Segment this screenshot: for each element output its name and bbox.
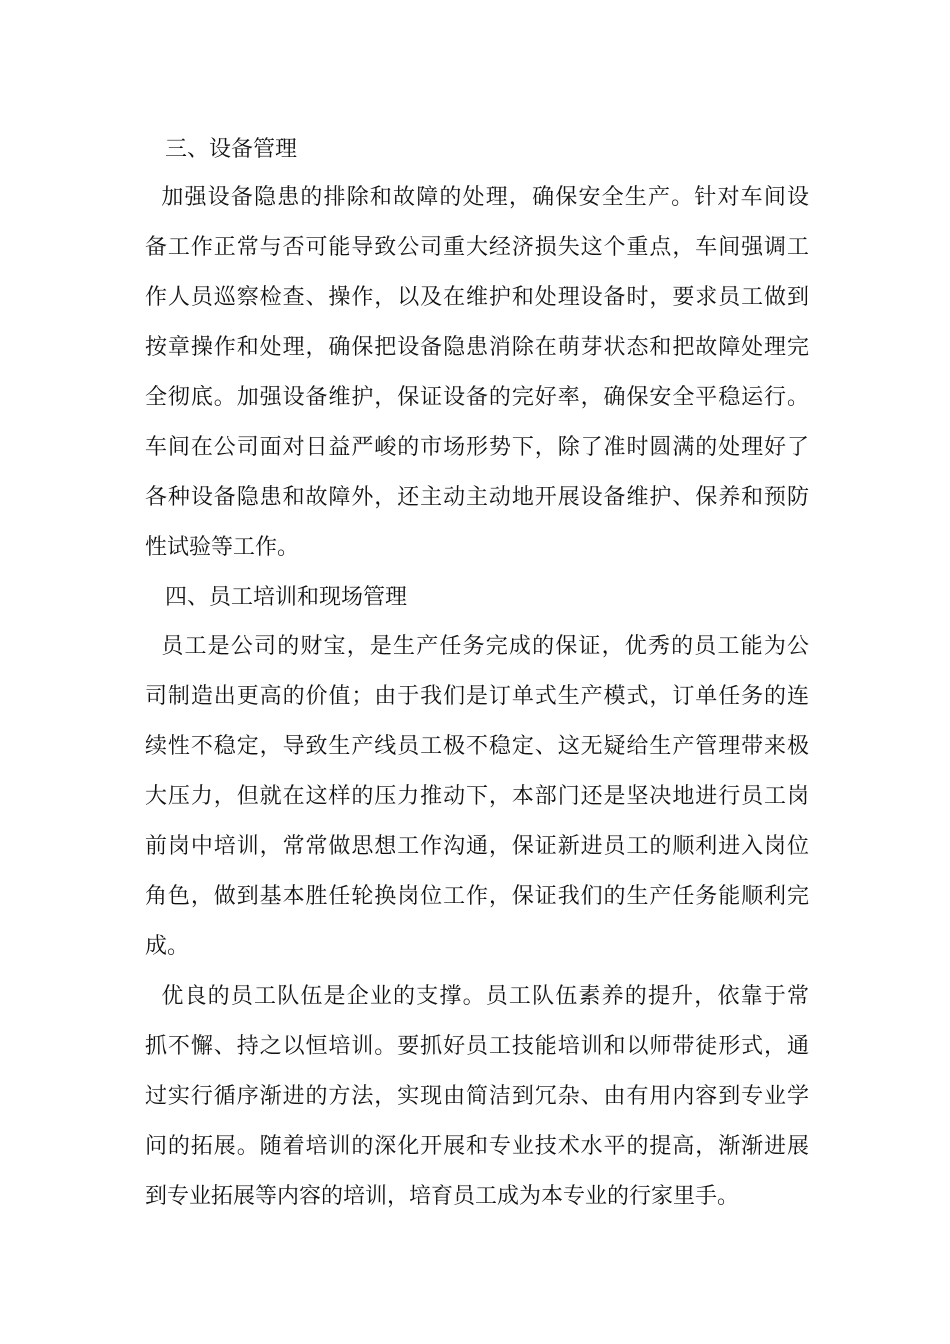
text-line: 司制造出更高的价值；由于我们是订单式生产模式，订单任务的连 bbox=[145, 684, 809, 709]
text-line: 加强设备隐患的排除和故障的处理，确保安全生产。针对车间设 bbox=[145, 185, 809, 210]
text-line: 过实行循序渐进的方法，实现由简洁到冗杂、由有用内容到专业学 bbox=[145, 1084, 809, 1109]
text-line: 大压力，但就在这样的压力推动下，本部门还是坚决地进行员工岗 bbox=[145, 784, 809, 809]
text-line: 按章操作和处理，确保把设备隐患消除在萌芽状态和把故障处理完 bbox=[145, 335, 809, 360]
text-line: 续性不稳定，导致生产线员工极不稳定、这无疑给生产管理带来极 bbox=[145, 734, 809, 759]
text-line: 问的拓展。随着培训的深化开展和专业技术水平的提高，渐渐进展 bbox=[145, 1134, 809, 1159]
text-line: 员工是公司的财宝，是生产任务完成的保证，优秀的员工能为公 bbox=[145, 634, 809, 659]
text-line: 作人员巡察检查、操作，以及在维护和处理设备时，要求员工做到 bbox=[145, 285, 809, 310]
text-line: 车间在公司面对日益严峻的市场形势下，除了准时圆满的处理好了 bbox=[145, 435, 809, 460]
text-line: 抓不懈、持之以恒培训。要抓好员工技能培训和以师带徒形式，通 bbox=[145, 1034, 809, 1059]
text-line: 性试验等工作。 bbox=[145, 535, 300, 560]
paragraph-training-2 bbox=[145, 972, 809, 1222]
text-line: 全彻底。加强设备维护，保证设备的完好率，确保安全平稳运行。 bbox=[145, 385, 809, 410]
section-heading-equipment: 三、设备管理 bbox=[165, 137, 298, 162]
text-line: 备工作正常与否可能导致公司重大经济损失这个重点，车间强调工 bbox=[145, 235, 809, 260]
text-line: 到专业拓展等内容的培训，培育员工成为本专业的行家里手。 bbox=[145, 1184, 740, 1209]
paragraph-equipment bbox=[145, 173, 809, 573]
paragraph-training-1 bbox=[145, 622, 809, 972]
text-line: 前岗中培训，常常做思想工作沟通，保证新进员工的顺利进入岗位 bbox=[145, 834, 809, 859]
text-line: 角色，做到基本胜任轮换岗位工作，保证我们的生产任务能顺利完 bbox=[145, 884, 809, 909]
section-heading-training: 四、员工培训和现场管理 bbox=[165, 585, 408, 610]
text-line: 各种设备隐患和故障外，还主动主动地开展设备维护、保养和预防 bbox=[145, 485, 809, 510]
text-line: 成。 bbox=[145, 934, 190, 959]
text-line: 优良的员工队伍是企业的支撑。员工队伍素养的提升，依靠于常 bbox=[145, 984, 809, 1009]
